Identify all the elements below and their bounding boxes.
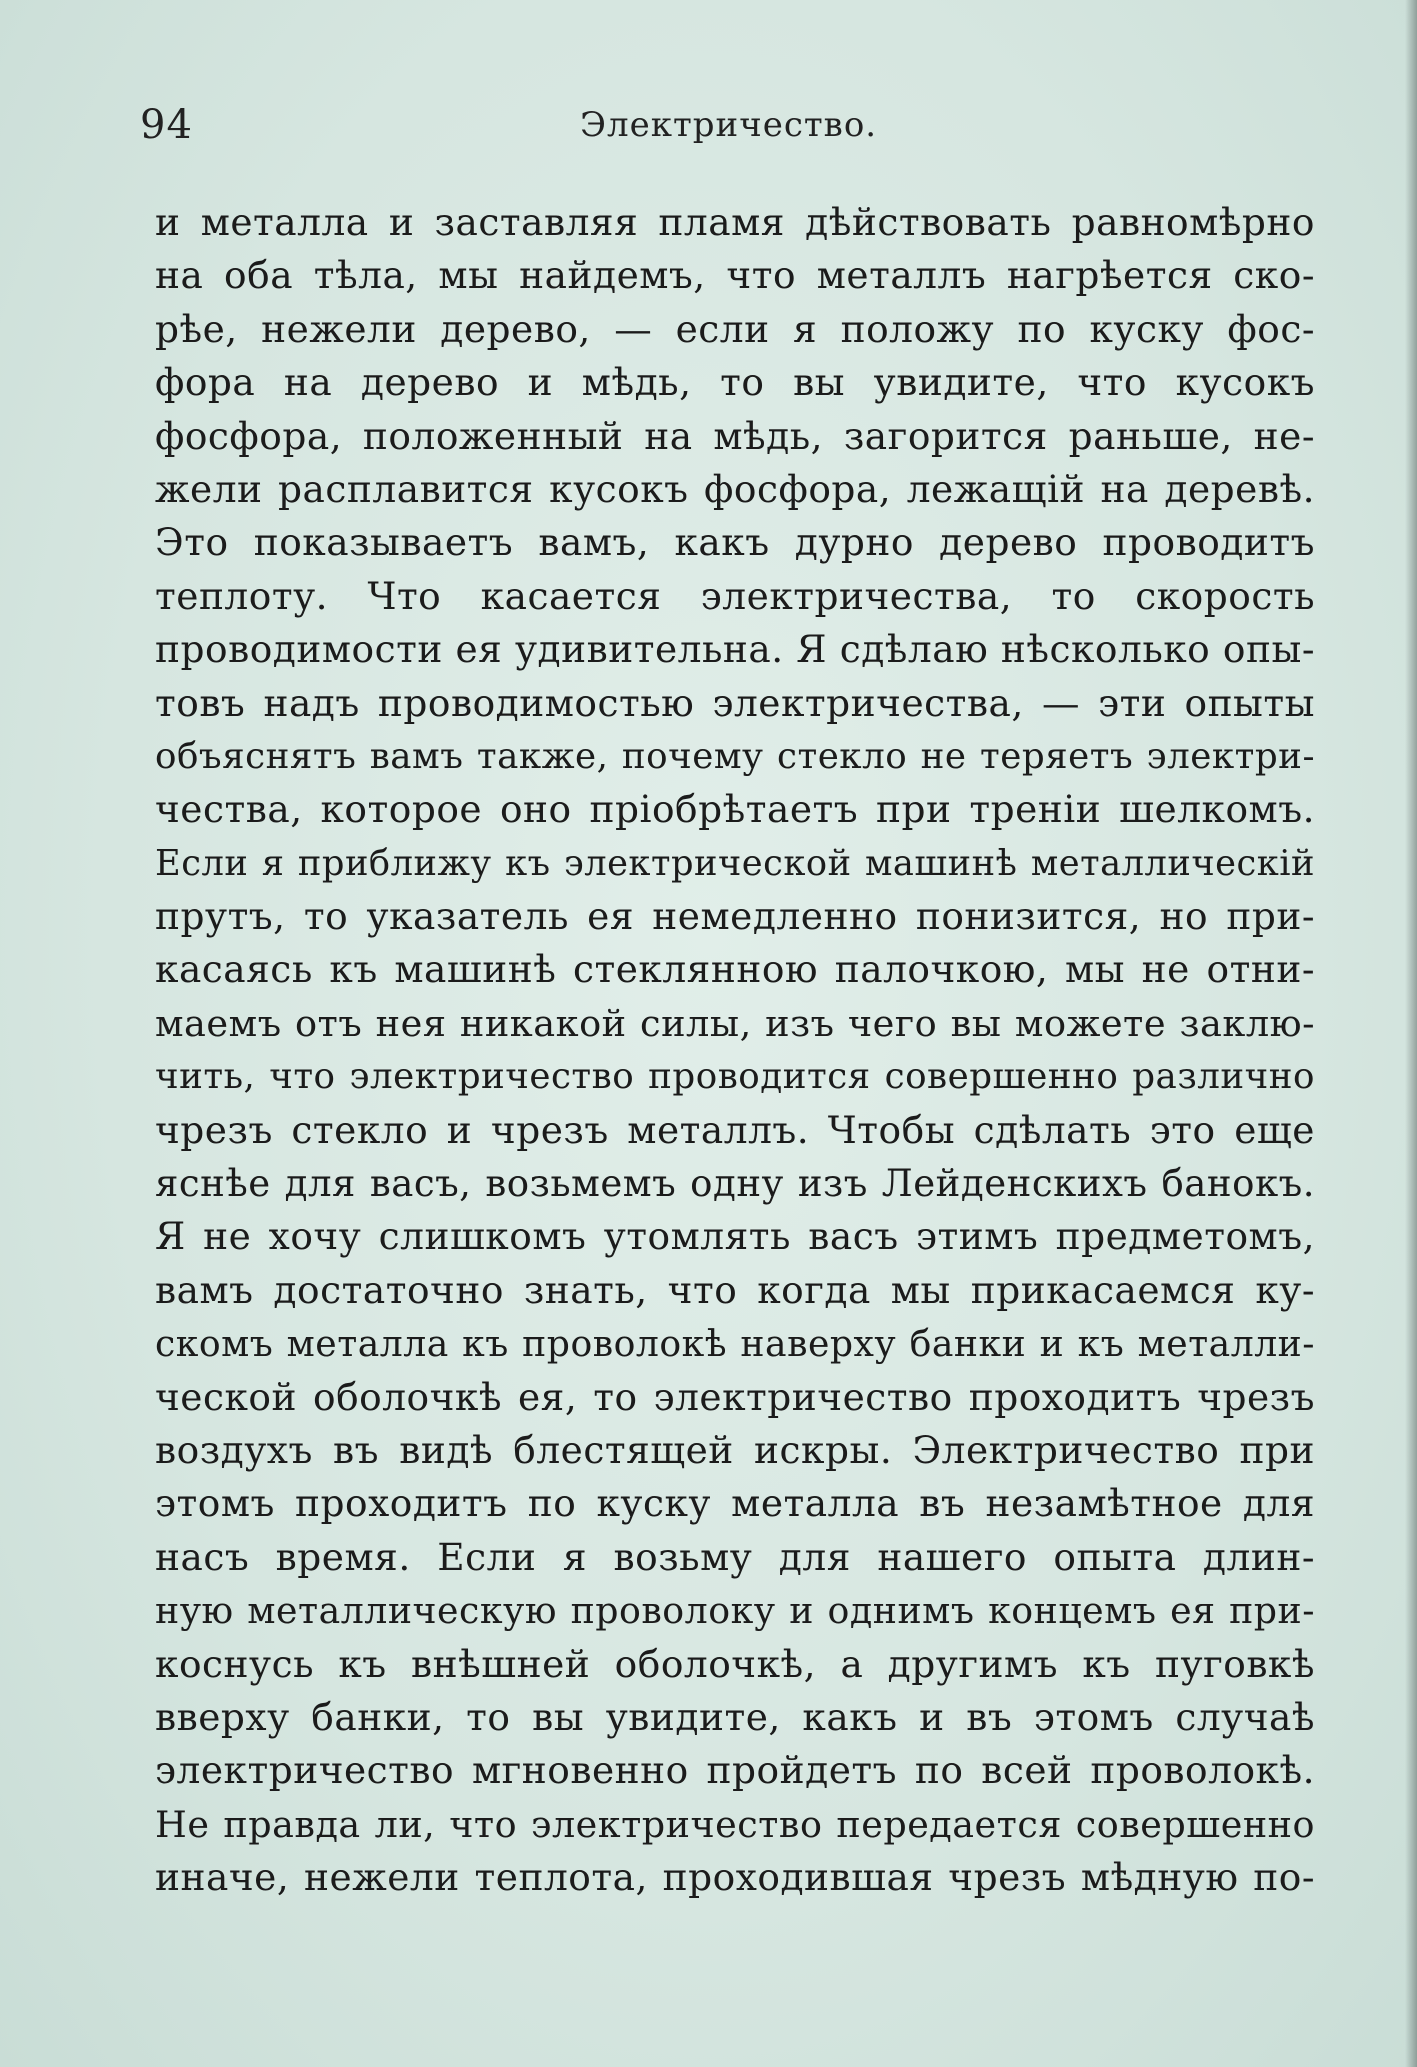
text-line: маемъ отъ нея никакой силы, изъ чего вы можете заклю- bbox=[155, 1001, 1315, 1045]
text-line: Не правда ли, что электричество передается совершенно bbox=[155, 1802, 1315, 1846]
text-line: воздухъ въ видѣ блестящей искры. Электричество при bbox=[155, 1427, 1315, 1472]
text-line: чества, которое оно пріобрѣтаетъ при треніи шелкомъ. bbox=[155, 787, 1315, 832]
text-line: вверху банки, то вы увидите, какъ и въ этомъ случаѣ bbox=[155, 1694, 1315, 1739]
text-line: скомъ металла къ проволокѣ наверху банки и къ металли- bbox=[155, 1322, 1315, 1366]
text-line: Если я приближу къ электрической машинѣ металлическій bbox=[155, 842, 1315, 884]
text-line: электричество мгновенно пройдетъ по всей проволокѣ. bbox=[155, 1748, 1315, 1793]
text-line: и металла и заставляя пламя дѣйствовать равномѣрно bbox=[155, 200, 1315, 244]
text-line: проводимости ея удивительна. Я сдѣлаю нѣсколько опы- bbox=[155, 627, 1315, 672]
text-line: касаясь къ машинѣ стеклянною палочкою, мы не отни- bbox=[155, 947, 1315, 992]
text-line: иначе, нежели теплота, проходившая чрезъ мѣдную по- bbox=[155, 1855, 1315, 1900]
text-line: фора на дерево и мѣдь, то вы увидите, что кусокъ bbox=[155, 360, 1315, 405]
text-line: Я не хочу слишкомъ утомлять васъ этимъ предметомъ, bbox=[155, 1214, 1315, 1259]
text-line: ную металлическую проволоку и однимъ концемъ ея при- bbox=[155, 1589, 1315, 1633]
text-line: жели расплавится кусокъ фосфора, лежащій на деревѣ. bbox=[155, 466, 1315, 511]
running-head bbox=[140, 100, 1320, 160]
text-line: товъ надъ проводимостью электричества, — эти опыты bbox=[155, 680, 1315, 725]
text-line: прутъ, то указатель ея немедленно понизится, но при- bbox=[155, 894, 1315, 939]
text-line: теплоту. Что касается электричества, то скорость bbox=[155, 573, 1315, 618]
text-line: на оба тѣла, мы найдемъ, что металлъ нагрѣется ско- bbox=[155, 253, 1315, 298]
text-line: ческой оболочкѣ ея, то электричество проходитъ чрезъ bbox=[155, 1374, 1315, 1419]
page-number: 94 bbox=[140, 102, 193, 148]
text-line: этомъ проходитъ по куску металла въ незамѣтное для bbox=[155, 1481, 1315, 1526]
text-line: фосфора, положенный на мѣдь, загорится раньше, не- bbox=[155, 413, 1315, 458]
text-line: коснусь къ внѣшней оболочкѣ, а другимъ къ пуговкѣ bbox=[155, 1641, 1315, 1686]
text-line: насъ время. Если я возьму для нашего опыта длин- bbox=[155, 1534, 1315, 1579]
page-edge-shadow bbox=[1405, 0, 1417, 2067]
text-line: рѣе, нежели дерево, — если я положу по куску фос- bbox=[155, 306, 1315, 351]
body-text bbox=[155, 196, 1315, 1905]
text-line: Это показываетъ вамъ, какъ дурно дерево проводитъ bbox=[155, 520, 1315, 565]
running-title: Электричество. bbox=[580, 105, 878, 145]
text-line: вамъ достаточно знать, что когда мы прикасаемся ку- bbox=[155, 1267, 1315, 1312]
text-line: чрезъ стекло и чрезъ металлъ. Чтобы сдѣлать это еще bbox=[155, 1107, 1315, 1152]
text-line: объяснятъ вамъ также, почему стекло не теряетъ электри- bbox=[155, 735, 1315, 777]
text-line: яснѣе для васъ, возьмемъ одну изъ Лейденскихъ банокъ. bbox=[155, 1162, 1315, 1206]
text-line: чить, что электричество проводится совершенно различно bbox=[155, 1056, 1315, 1098]
